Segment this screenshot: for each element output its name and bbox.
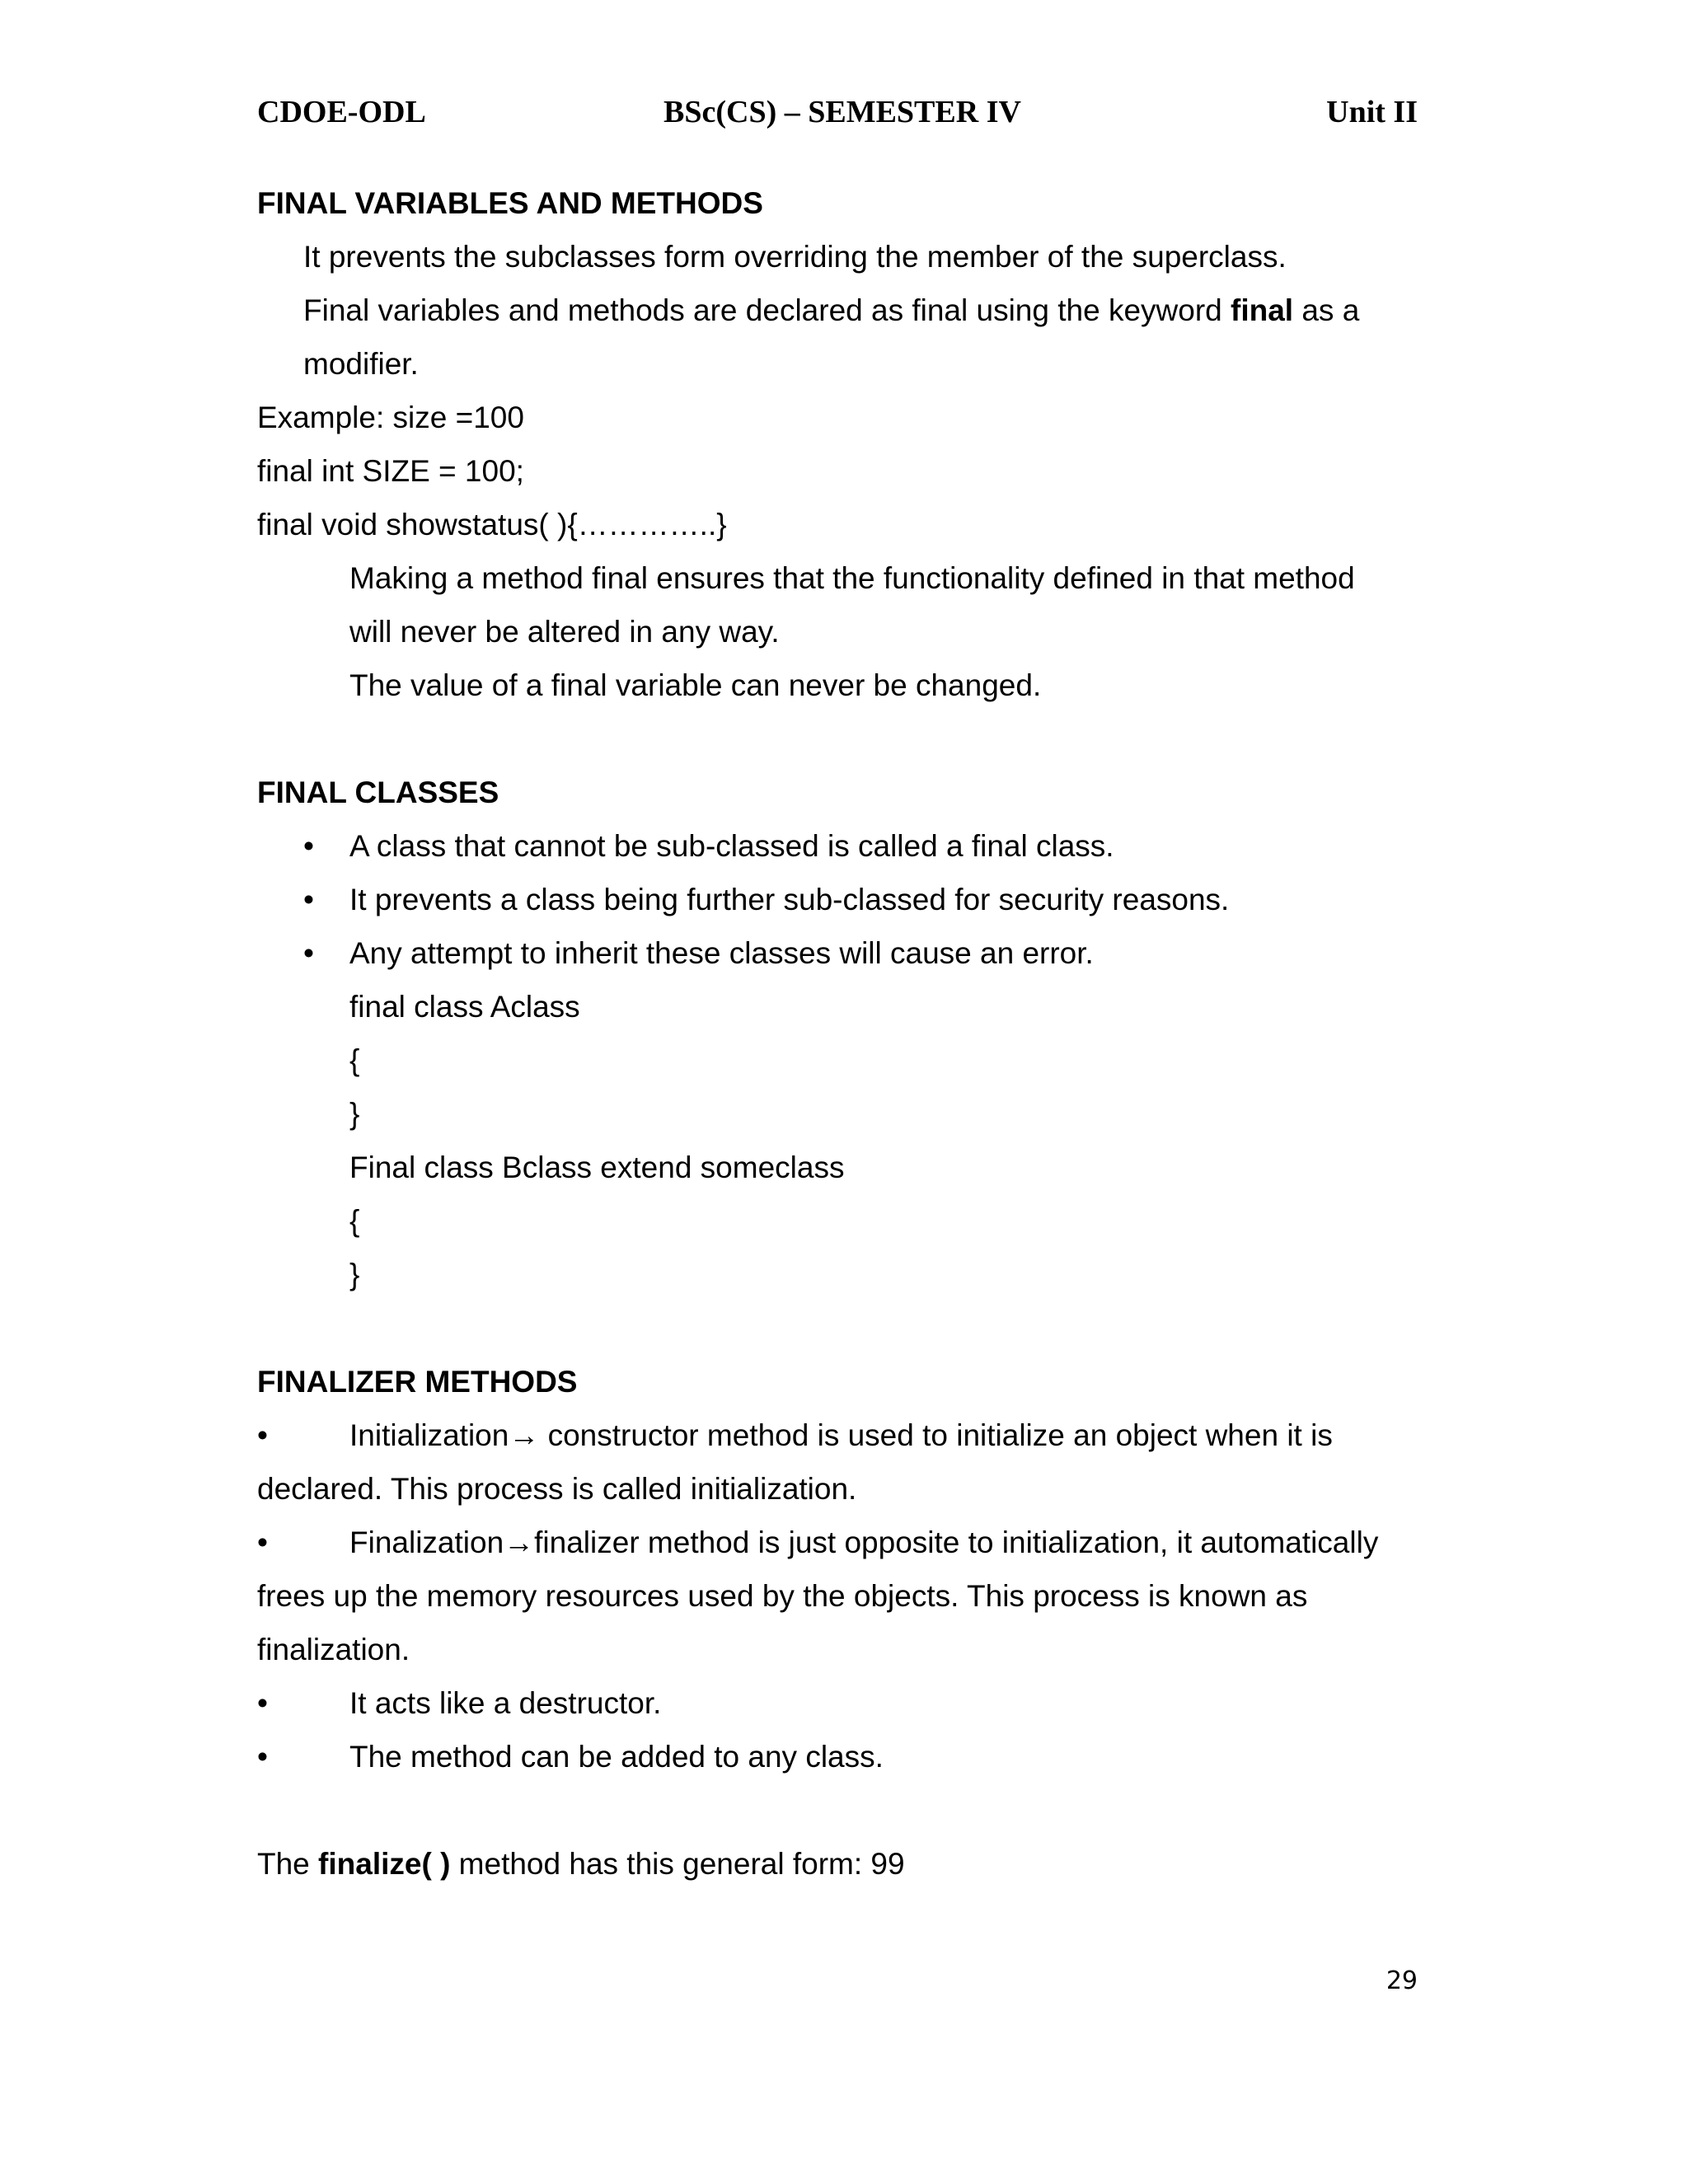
code-line: final void showstatus( ){…………..} bbox=[257, 508, 727, 541]
bullet-glyph: • bbox=[257, 1686, 268, 1720]
list-item-continuation: finalization. bbox=[257, 1633, 410, 1666]
list-item: It acts like a destructor. bbox=[349, 1686, 662, 1720]
page-number: 29 bbox=[1386, 1966, 1418, 1995]
list-item: The method can be added to any class. bbox=[349, 1740, 884, 1774]
text-fragment: as a bbox=[1293, 293, 1360, 327]
bullet-glyph: • bbox=[257, 1418, 268, 1452]
text-fragment: method has this general form: 99 bbox=[450, 1847, 905, 1881]
list-item: A class that cannot be sub-classed is called a final class. bbox=[349, 829, 1114, 863]
example-line: Example: size =100 bbox=[257, 401, 524, 434]
list-item: It prevents a class being further sub-classed for security reasons. bbox=[349, 883, 1230, 916]
bullet-glyph: • bbox=[303, 829, 314, 863]
bullet-glyph: • bbox=[303, 883, 314, 916]
header-right: Unit II bbox=[1326, 95, 1418, 129]
paragraph-line bbox=[303, 291, 1359, 330]
code-line: Final class Bclass extend someclass bbox=[349, 1151, 845, 1184]
section-heading-final-classes: FINAL CLASSES bbox=[257, 776, 499, 809]
code-line: final class Aclass bbox=[349, 990, 580, 1024]
bullet-glyph: • bbox=[257, 1526, 268, 1559]
bullet-glyph: • bbox=[257, 1740, 268, 1774]
header-left: CDOE-ODL bbox=[257, 95, 426, 129]
text-fragment: The bbox=[257, 1847, 319, 1881]
code-line: { bbox=[349, 1204, 360, 1238]
list-item: Any attempt to inherit these classes will cause an error. bbox=[349, 936, 1094, 970]
note-line: The value of a final variable can never be changed. bbox=[349, 668, 1042, 702]
keyword-final: final bbox=[1231, 293, 1294, 327]
section-heading-finalizer-methods: FINALIZER METHODS bbox=[257, 1365, 578, 1399]
list-item-continuation: declared. This process is called initialization. bbox=[257, 1472, 857, 1506]
closing-line bbox=[257, 1844, 905, 1884]
paragraph-line: modifier. bbox=[303, 347, 419, 381]
section-heading-final-variables: FINAL VARIABLES AND METHODS bbox=[257, 186, 763, 220]
code-line: } bbox=[349, 1097, 360, 1131]
list-item-continuation: frees up the memory resources used by the objects. This process is known as bbox=[257, 1579, 1308, 1613]
keyword-finalize: finalize( ) bbox=[318, 1847, 451, 1881]
code-line: final int SIZE = 100; bbox=[257, 454, 524, 488]
note-line: will never be altered in any way. bbox=[349, 615, 780, 649]
text-fragment: Final variables and methods are declared as final using the keyword bbox=[303, 293, 1231, 327]
code-line: } bbox=[349, 1258, 360, 1291]
paragraph-line: It prevents the subclasses form overriding the member of the superclass. bbox=[303, 240, 1287, 274]
code-line: { bbox=[349, 1043, 360, 1077]
list-item: Finalization→finalizer method is just opposite to initialization, it automatically bbox=[349, 1526, 1379, 1559]
note-line: Making a method final ensures that the functionality defined in that method bbox=[349, 561, 1355, 595]
list-item: Initialization→ constructor method is used to initialize an object when it is bbox=[349, 1418, 1333, 1452]
bullet-glyph: • bbox=[303, 936, 314, 970]
header-center: BSc(CS) – SEMESTER IV bbox=[663, 95, 1021, 129]
